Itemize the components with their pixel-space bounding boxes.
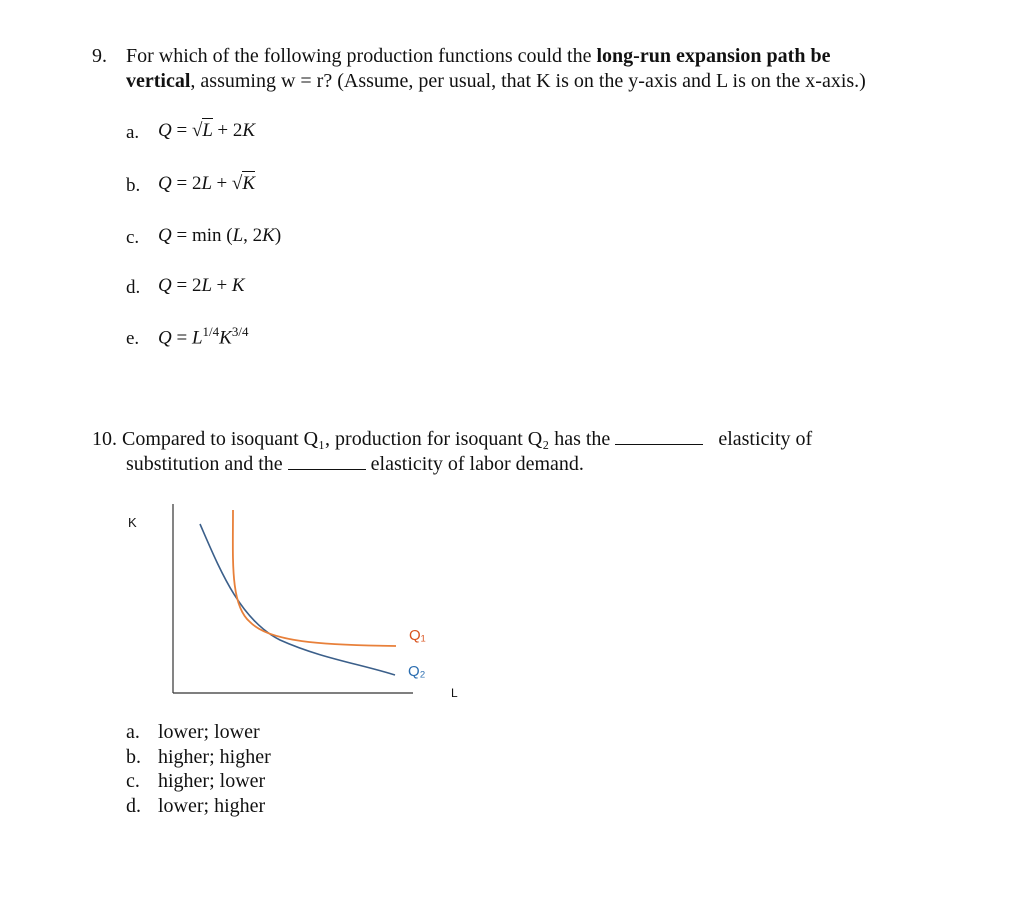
q9-option-a-letter: a.	[126, 122, 140, 143]
y-axis-label: K	[128, 515, 137, 530]
question-10-text: 10. Compared to isoquant Q₁, production for isoquant Q₂ has the elasticity of	[92, 428, 813, 450]
q2-label: Q₂	[408, 663, 426, 680]
question-10-number: 10.	[92, 428, 117, 450]
q9-option-e-letter: e.	[126, 328, 140, 349]
isoquant-q1-curve	[233, 510, 396, 646]
q9-option-c-letter: c.	[126, 227, 140, 248]
q9-option-d-formula: Q = 2L + K	[158, 275, 245, 296]
q10-option-b: b. higher; higher	[126, 746, 271, 768]
q9-option-c-formula: Q = min (L, 2K)	[158, 225, 282, 246]
question-9-number: 9.	[92, 45, 107, 67]
blank-2	[288, 451, 366, 470]
q9-option-b-letter: b.	[126, 175, 141, 196]
isoquant-graph	[120, 500, 480, 705]
question-9-text: For which of the following production functions could the long-run expansion path be vertical, assuming w = r? (Assume, per usual, that K is on the y-axis and L is on the x-axis.)	[126, 45, 866, 92]
q10-option-d: d. lower; higher	[126, 795, 266, 817]
q10-option-c: c. higher; lower	[126, 770, 266, 792]
blank-1	[615, 426, 703, 445]
x-axis-label: L	[451, 686, 458, 700]
q10-option-a: a. lower; lower	[126, 721, 260, 743]
question-10-text-line2: substitution and the elasticity of labor demand.	[126, 453, 584, 475]
q9-option-a-formula: Q = √L + 2K	[158, 120, 256, 141]
q1-label: Q₁	[409, 627, 426, 644]
q9-option-d-letter: d.	[126, 277, 141, 298]
q9-option-b-formula: Q = 2L + √K	[158, 173, 256, 194]
q9-option-e-formula: $Q = L^{1/4}K^{3/4}$	[158, 324, 249, 349]
isoquant-q2-curve	[200, 524, 395, 675]
